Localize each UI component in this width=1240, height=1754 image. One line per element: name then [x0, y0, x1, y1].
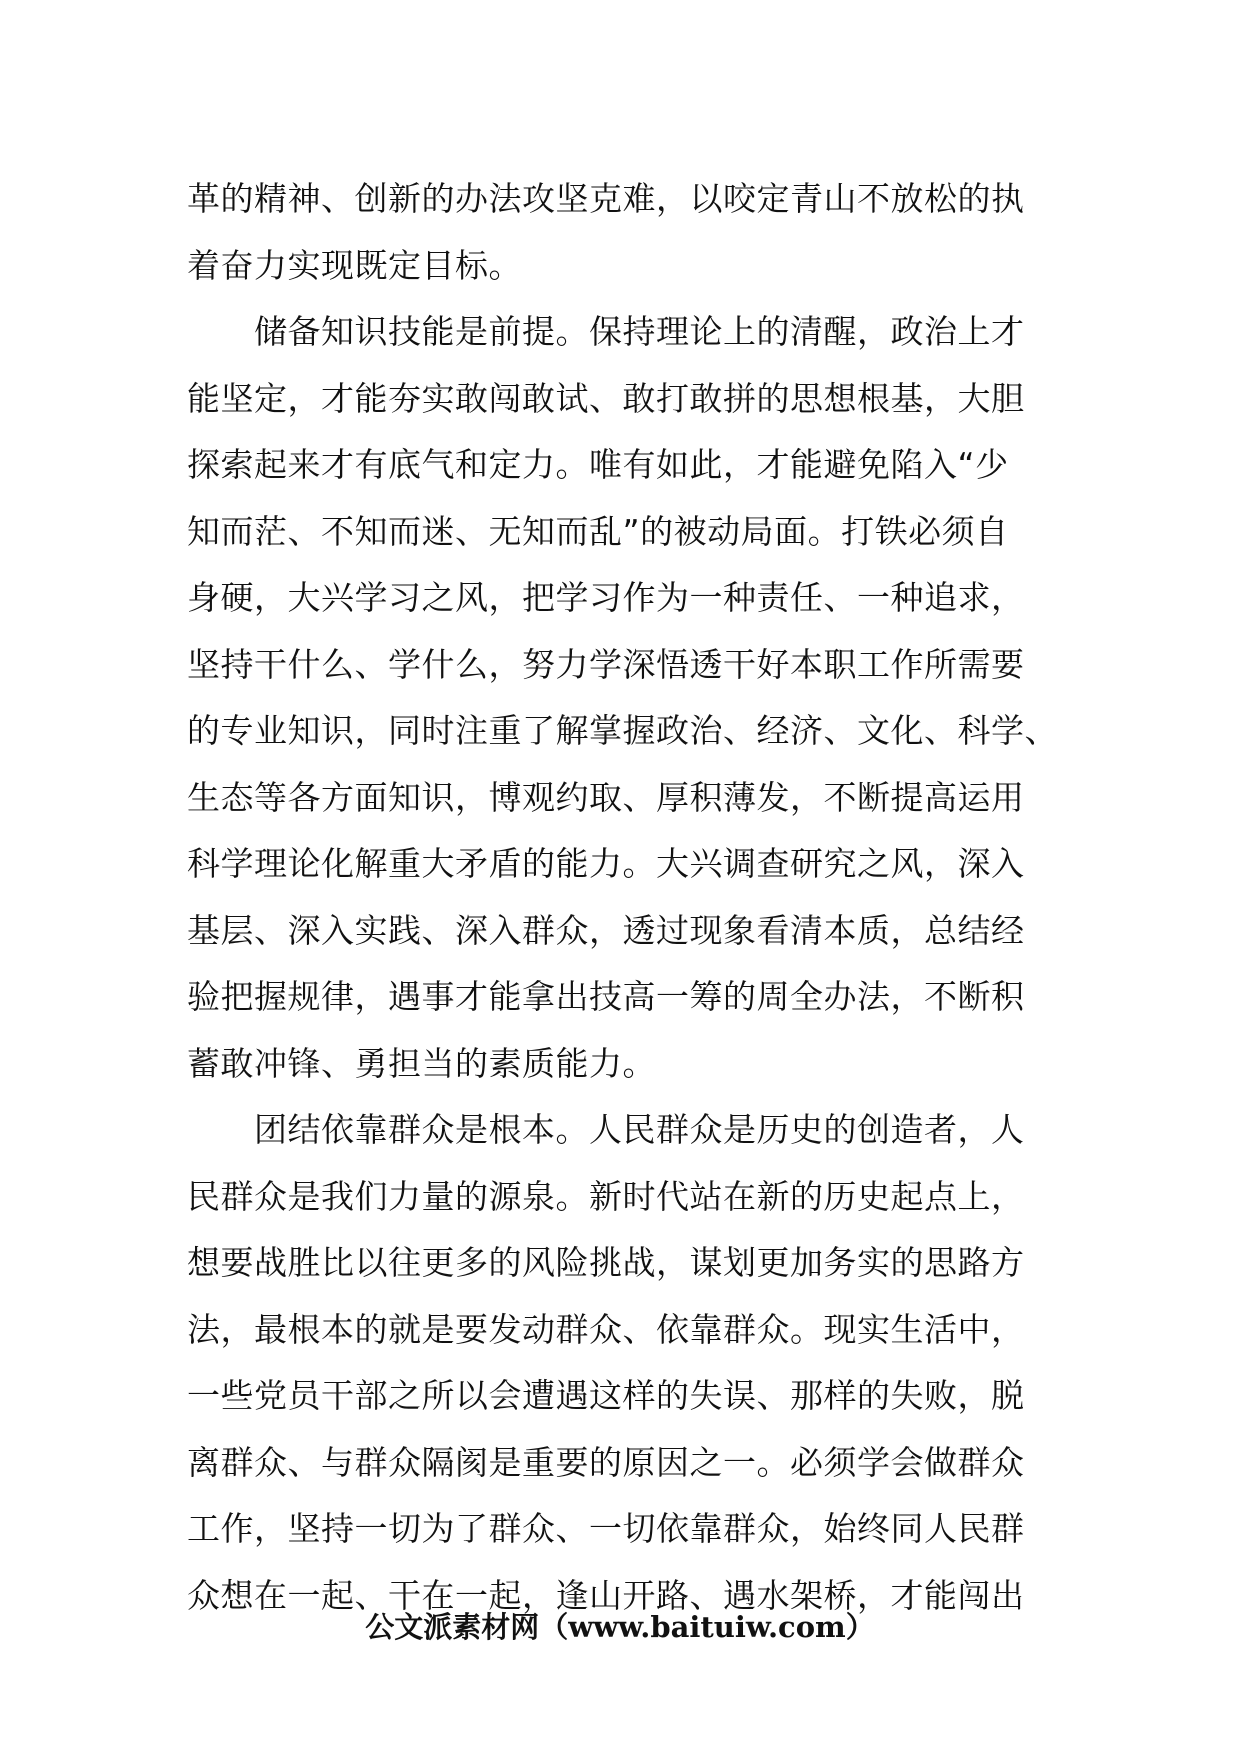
- text-line: 的专业知识，同时注重了解掌握政治、经济、文化、科学、: [187, 711, 1058, 750]
- text-line: 法，最根本的就是要发动群众、依靠群众。现实生活中，: [187, 1309, 1025, 1349]
- text-line: 工作，坚持一切为了群众、一切依靠群众，始终同人民群: [187, 1509, 1025, 1548]
- body-text: [187, 166, 1058, 1629]
- text-line: 民群众是我们力量的源泉。新时代站在新的历史起点上，: [187, 1176, 1025, 1216]
- text-line: 生态等各方面知识，博观约取、厚积薄发，不断提高运用: [187, 777, 1025, 817]
- text-line: 一些党员干部之所以会遭遇这样的失误、那样的失败，脱: [187, 1376, 1025, 1415]
- text-line: 知而茫、不知而迷、无知而乱”的被动局面。打铁必须自: [187, 511, 1009, 551]
- text-line: 储备知识技能是前提。保持理论上的清醒，政治上才: [187, 312, 1025, 351]
- text-line: 众想在一起、干在一起，逢山开路、遇水架桥，才能闯出: [187, 1575, 1025, 1615]
- text-line: 探索起来才有底气和定力。唯有如此，才能避免陷入“少: [187, 445, 1009, 484]
- text-line: 蓄敢冲锋、勇担当的素质能力。: [187, 1043, 656, 1083]
- text-line: 验把握规律，遇事才能拿出技高一筹的周全办法，不断积: [187, 977, 1025, 1016]
- text-line: 着奋力实现既定目标。: [187, 245, 522, 285]
- text-line: 能坚定，才能夯实敢闯敢试、敢打敢拼的思想根基，大胆: [187, 378, 1025, 418]
- text-line: 基层、深入实践、深入群众，透过现象看清本质，总结经: [187, 910, 1025, 950]
- text-line: 科学理论化解重大矛盾的能力。大兴调查研究之风，深入: [187, 844, 1025, 883]
- text-line: 坚持干什么、学什么，努力学深悟透干好本职工作所需要: [187, 644, 1025, 684]
- text-line: 团结依靠群众是根本。人民群众是历史的创造者，人: [187, 1110, 1025, 1149]
- text-line: 革的精神、创新的办法攻坚克难，以咬定青山不放松的执: [187, 179, 1025, 218]
- text-line: 想要战胜比以往更多的风险挑战，谋划更加务实的思路方: [187, 1243, 1025, 1282]
- footer-watermark: 公文派素材网（www.baituiw.com）: [365, 1610, 875, 1644]
- text-line: 离群众、与群众隔阂是重要的原因之一。必须学会做群众: [187, 1442, 1025, 1482]
- text-line: 身硬，大兴学习之风，把学习作为一种责任、一种追求，: [187, 578, 1025, 617]
